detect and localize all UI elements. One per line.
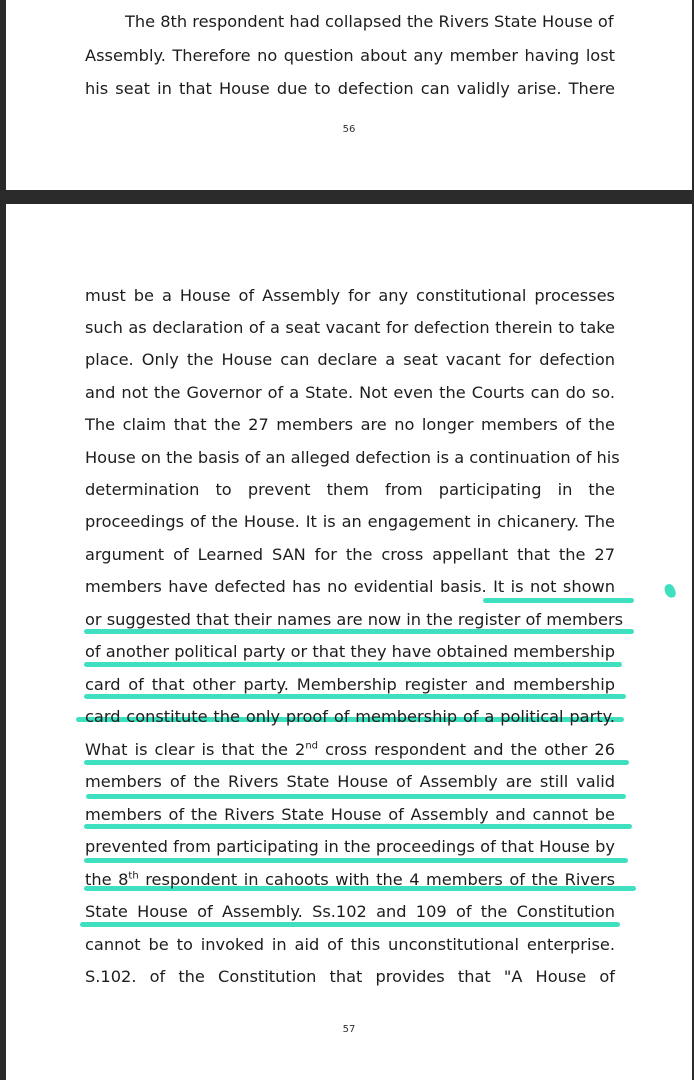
- highlight-stroke: [84, 858, 628, 863]
- text-run: What is clear is that the 2: [85, 740, 306, 759]
- highlight-mark: [663, 583, 677, 600]
- text-run: cross respondent and the other 26: [318, 740, 615, 759]
- text-line: The 8th respondent had collapsed the Rivers State House of: [125, 12, 614, 31]
- text-run: the 8: [85, 870, 129, 889]
- highlight-stroke: [84, 662, 622, 667]
- text-line: card constitute the only proof of membership of a political party.: [85, 707, 615, 726]
- ordinal-suffix: nd: [305, 740, 319, 752]
- text-line: card of that other party. Membership register and membership: [85, 675, 615, 694]
- text-line: cannot be to invoked in aid of this unconstitutional enterprise.: [85, 935, 615, 954]
- text-run: respondent in cahoots with the 4 members of the Rivers: [138, 870, 615, 889]
- highlight-stroke: [86, 794, 626, 799]
- text-line: Assembly. Therefore no question about any member having lost: [85, 46, 615, 65]
- text-line: members of the Rivers State House of Assembly and cannot be: [85, 805, 615, 824]
- page-57: [6, 204, 692, 1080]
- text-line: place. Only the House can declare a seat vacant for defection: [85, 350, 615, 369]
- page-number: 56: [342, 124, 356, 135]
- highlight-stroke: [80, 922, 620, 927]
- text-line: his seat in that House due to defection can validly arise. There: [85, 79, 615, 98]
- text-line: or suggested that their names are now in the register of members: [85, 610, 624, 629]
- page-number: 57: [342, 1024, 356, 1035]
- highlight-stroke: [483, 598, 634, 603]
- text-line: S.102. of the Constitution that provides that "A House of: [85, 967, 615, 986]
- text-line: [85, 870, 615, 890]
- ordinal-suffix: th: [128, 870, 139, 882]
- text-line: must be a House of Assembly for any constitutional processes: [85, 286, 615, 305]
- text-line: of another political party or that they have obtained membership: [85, 642, 615, 661]
- text-line: proceedings of the House. It is an engagement in chicanery. The: [85, 512, 615, 531]
- text-line: members have defected has no evidential basis. It is not shown: [85, 577, 615, 596]
- text-line: argument of Learned SAN for the cross appellant that the 27: [85, 545, 615, 564]
- highlight-stroke: [84, 760, 629, 765]
- text-line: [85, 740, 615, 760]
- text-line: State House of Assembly. Ss.102 and 109 of the Constitution: [85, 902, 615, 921]
- text-line: and not the Governor of a State. Not even the Courts can do so.: [85, 383, 615, 402]
- text-line: The claim that the 27 members are no longer members of the: [85, 415, 615, 434]
- text-line: such as declaration of a seat vacant for defection therein to take: [85, 318, 615, 337]
- page-56: [6, 0, 692, 190]
- text-line: House on the basis of an alleged defection is a continuation of his: [85, 448, 620, 467]
- text-line: prevented from participating in the proceedings of that House by: [85, 837, 615, 856]
- text-line: members of the Rivers State House of Assembly are still valid: [85, 772, 615, 791]
- text-line: determination to prevent them from participating in the: [85, 480, 615, 499]
